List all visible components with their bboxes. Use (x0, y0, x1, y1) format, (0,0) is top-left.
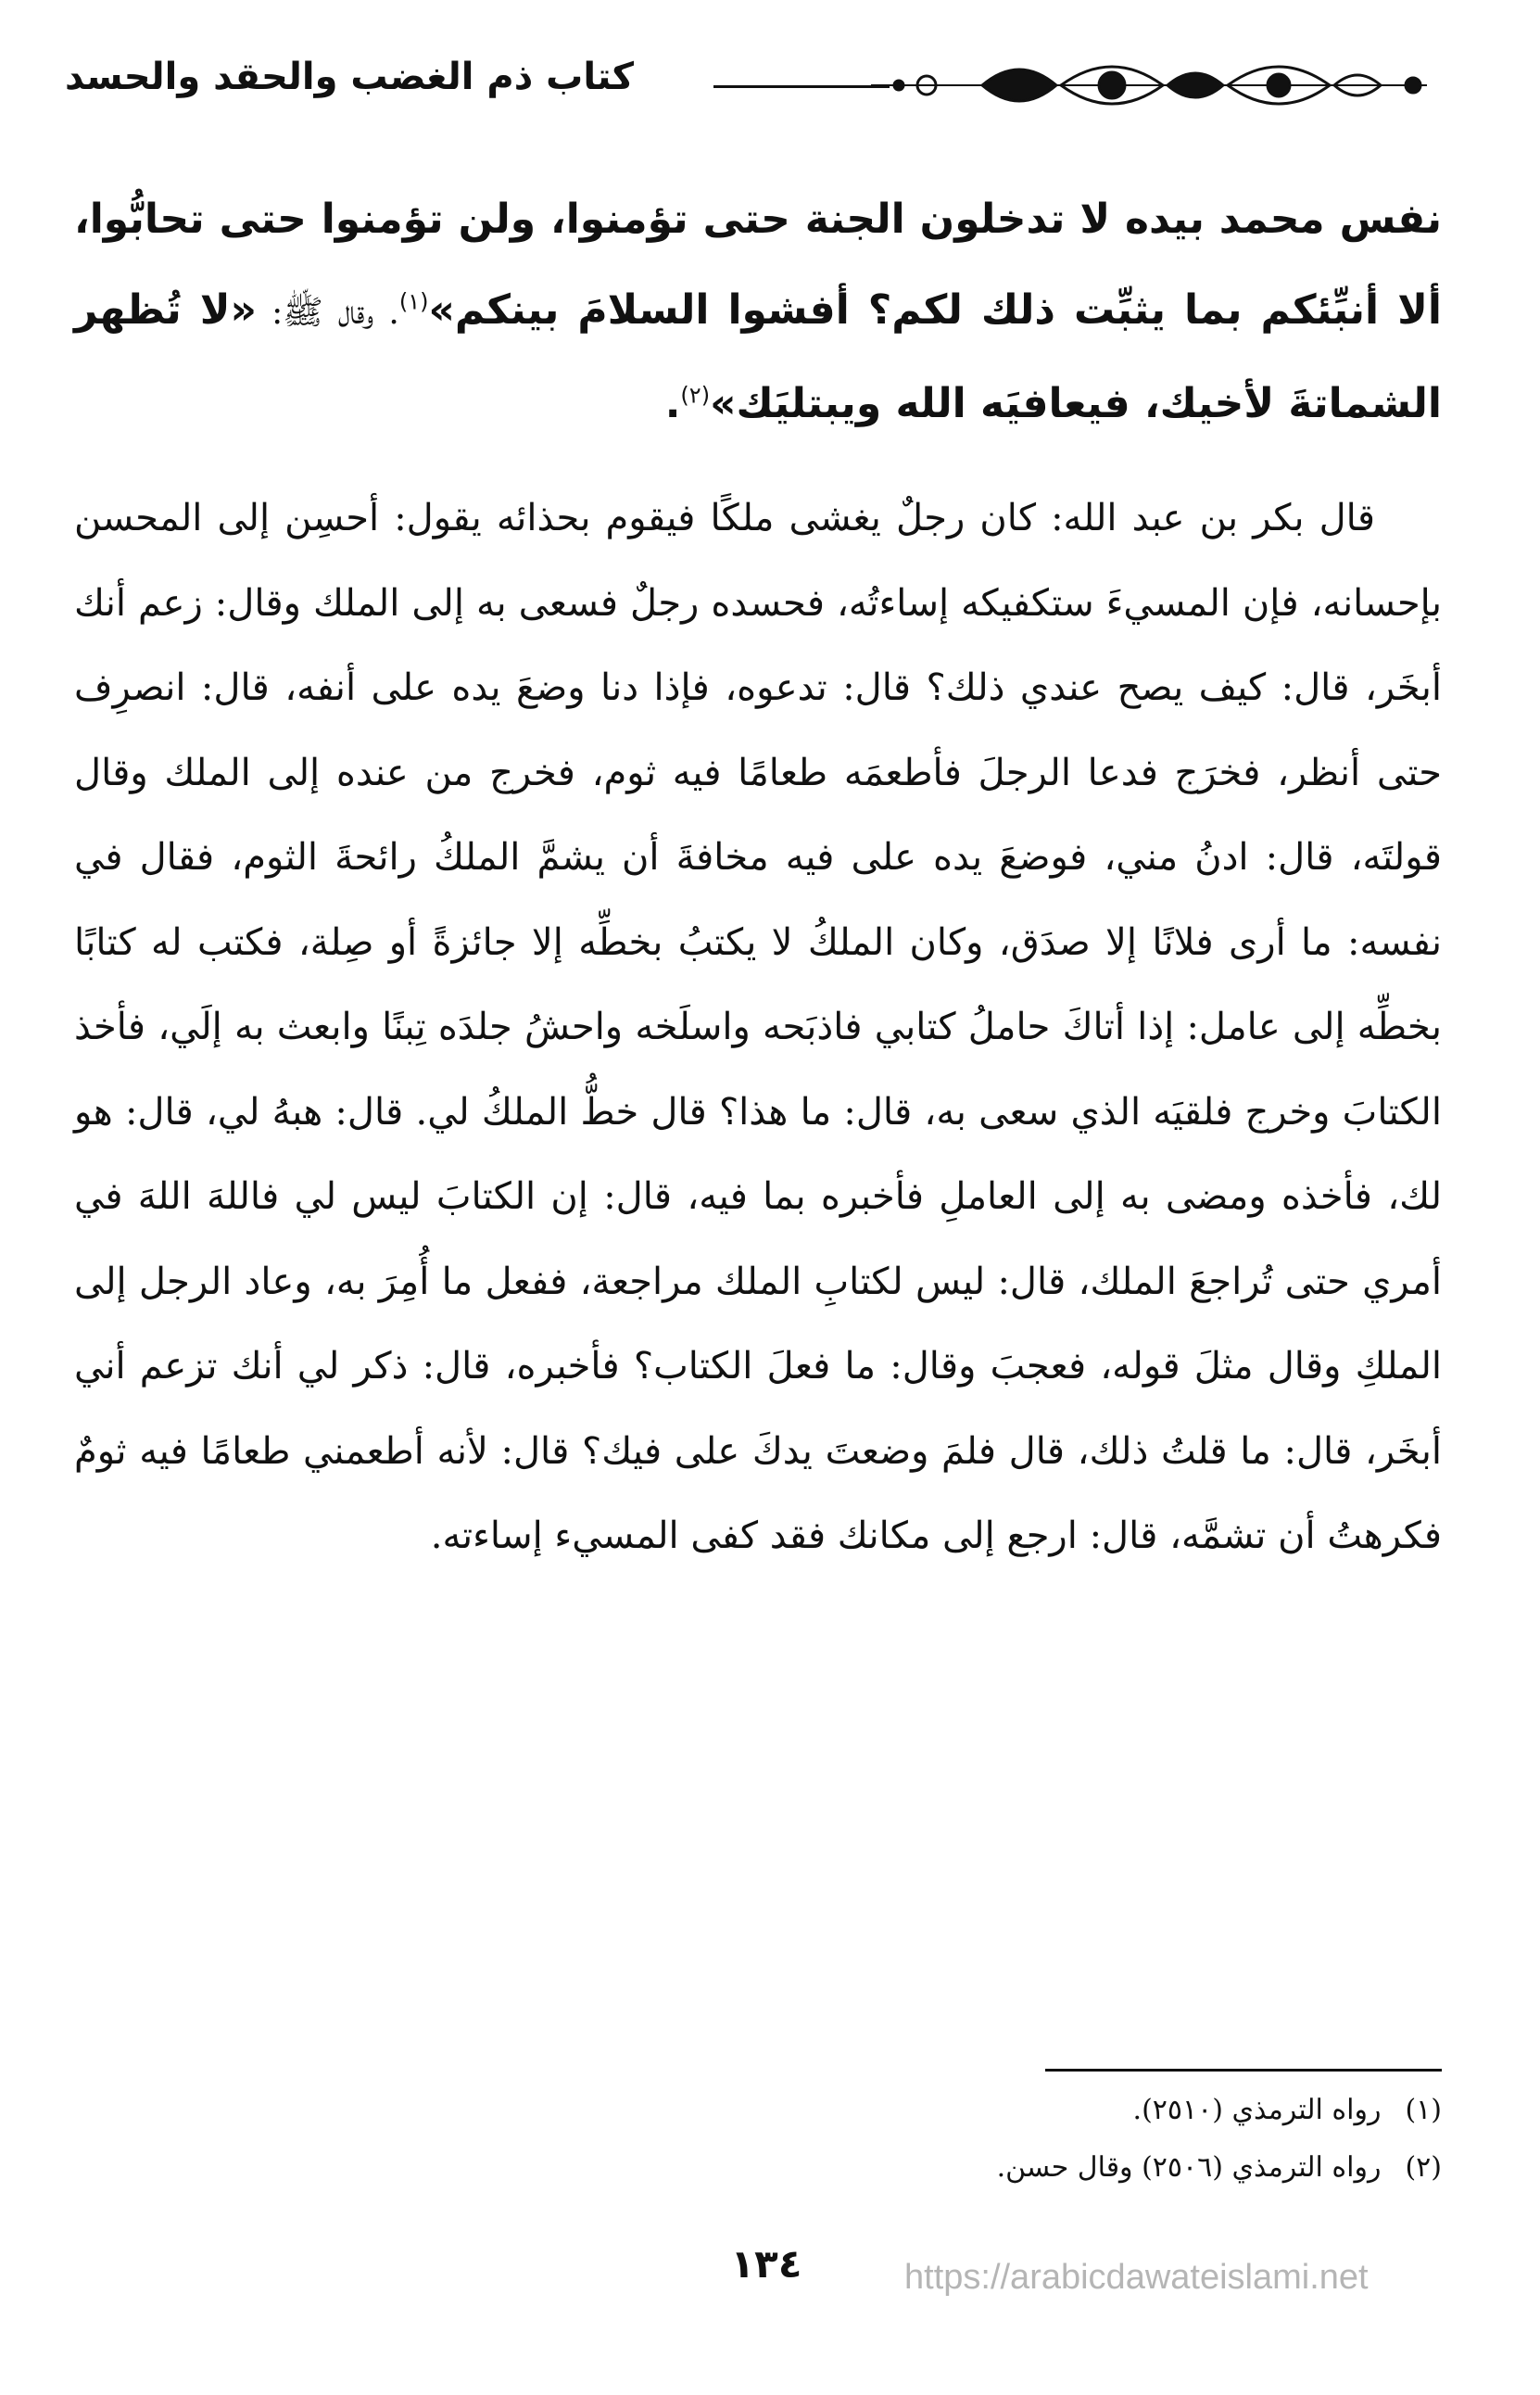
footnote-1 (556, 2082, 1442, 2139)
watermark-url: https://arabicdawateislami.net (904, 2258, 1369, 2297)
decorative-arabesque-ornament-icon (862, 48, 1436, 122)
quote-end: . (664, 380, 681, 427)
footnote-text: رواه الترمذي (٢٥٠٦) وقال حسن. (996, 2151, 1382, 2184)
quote-text-1: نفس محمد بيده لا تدخلون الجنة حتى تؤمنوا، ولن تؤمنوا حتى تحابُّوا، ألا أنبِّئكم بما يثبِّت ذلك لكم؟ أفشوا السلامَ بينكم» (74, 196, 1442, 334)
book-title: كتاب ذم الغضب والحقد والحسد (65, 56, 634, 98)
running-header (65, 44, 1436, 128)
footnote-rule (1045, 2069, 1442, 2072)
footnote-2 (556, 2139, 1442, 2197)
footnote-text: رواه الترمذي (٢٥١٠). (1132, 2094, 1382, 2126)
hadith-quote (74, 174, 1442, 450)
header-rule (713, 85, 890, 88)
quote-connector: . وقال ﷺ: (256, 294, 399, 332)
narrative-paragraph: قال بكر بن عبد الله: كان رجلٌ يغشى ملكًا فيقوم بحذائه يقول: أحسِن إلى المحسن بإحسانه، فإن المسيءَ ستكفيكه إساءتُه، فحسده رجلٌ فسعى به إلى الملك وقال: زعم أنك أبخَر، قال: كيف يصح عندي ذلك؟ قال: تدعوه، فإذا دنا وضعَ يده على أنفه، قال: انصرِف حتى أنظر، فخرَج فدعا الرجلَ فأطعمَه طعامًا فيه ثوم، فخرج من عنده إلى الملك وقال قولتَه، قال: ادنُ مني، فوضعَ يده على فيه مخافةَ أن يشمَّ الملكُ رائحةَ الثوم، فقال في نفسه: ما أرى فلانًا إلا صدَق، وكان الملكُ لا يكتبُ بخطِّه إلا جائزةً أو صِلة، فكتب له كتابًا بخطِّه إلى عامل: إذا أتاكَ حاملُ كتابي فاذبَحه واسلَخه واحشُ جلدَه تِبنًا وابعث به إلَي، فأخذ الكتابَ وخرج فلقيَه الذي سعى به، قال: ما هذا؟ قال خطُّ الملكُ لي. قال: هبهُ لي، قال: هو لك، فأخذه ومضى به إلى العاملِ فأخبره بما فيه، قال: إن الكتابَ ليس لي فاللهَ اللهَ في أمري حتى تُراجعَ الملك، قال: ليس لكتابِ الملك مراجعة، ففعل ما أُمِرَ به، وعاد الرجل إلى الملكِ وقال مثلَ قوله، فعجبَ وقال: ما فعلَ الكتاب؟ فأخبره، قال: ذكر لي أنك تزعم أني أبخَر، قال: ما قلتُ ذلك، قال فلمَ وضعتَ يدكَ على فيك؟ قال: لأنه أطعمني طعامًا فيه ثومٌ فكرهتُ أن تشمَّه، قال: ارجع إلى مكانك فقد كفى المسيء إساءته. (74, 497, 1442, 1557)
footnote-ref-1[interactable]: (١) (398, 288, 429, 315)
page-number: ١٣٤ (730, 2241, 802, 2287)
footnotes (556, 2082, 1442, 2197)
footnote-ref-2[interactable]: (٢) (680, 382, 711, 409)
quote-text-2: «لا تُظهر الشماتةَ لأخيك، فيعافيَه الله ويبتليَك» (74, 286, 1442, 427)
footnote-number: (١) (1405, 2094, 1442, 2126)
footnote-number: (٢) (1405, 2151, 1442, 2184)
